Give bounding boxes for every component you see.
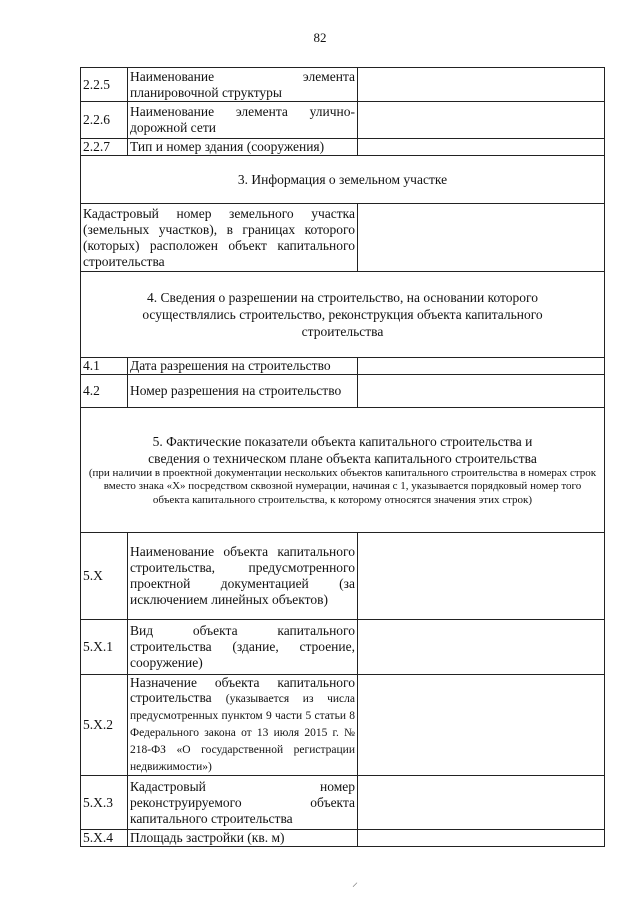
value-cell[interactable] xyxy=(358,776,605,830)
value-cell[interactable] xyxy=(358,68,605,102)
row-label: Тип и номер здания (сооружения) xyxy=(128,139,358,156)
table-row xyxy=(81,204,605,272)
value-cell[interactable] xyxy=(358,375,605,408)
section-5-note: (при наличии в проектной документации нескольких объектов капитального строительства в номерах строк вместо знака «Х» посредством сквозной нумерации, начиная с 1, указывается порядковый номер того объекта капитального строительства, к которому относятся значения этих строк) xyxy=(88,466,597,506)
cadastral-number-label: Кадастровый номер земельного участка (земельных участков), в границах которого (которых) расположен объект капитального строительства xyxy=(81,204,358,272)
row-label: Кадастровый номер реконструируемого объекта капитального строительства xyxy=(128,776,358,830)
value-cell[interactable] xyxy=(358,204,605,272)
value-cell[interactable] xyxy=(358,533,605,620)
row-number: 4.2 xyxy=(81,375,128,408)
table-row xyxy=(81,375,605,408)
table-row xyxy=(81,830,605,847)
row-label: Площадь застройки (кв. м) xyxy=(128,830,358,847)
value-cell[interactable] xyxy=(358,139,605,156)
section-5-header xyxy=(81,408,605,533)
row-label: Вид объекта капитального строительства (здание, строение, сооружение) xyxy=(128,620,358,675)
row-number: 5.X.2 xyxy=(81,675,128,776)
row-label: Наименование объекта капитального строительства, предусмотренного проектной документацией (за исключением линейных объектов) xyxy=(128,533,358,620)
section-5-title: 5. Фактические показатели объекта капитального строительства и сведения о техническом плане объекта капитального строительства xyxy=(148,433,537,466)
section-header-row xyxy=(81,272,605,358)
table-row xyxy=(81,139,605,156)
row-number: 2.2.7 xyxy=(81,139,128,156)
table-row xyxy=(81,675,605,776)
value-cell[interactable] xyxy=(358,675,605,776)
row-label: Дата разрешения на строительство xyxy=(128,358,358,375)
value-cell[interactable] xyxy=(358,620,605,675)
row-number: 5.X.4 xyxy=(81,830,128,847)
page-number: 82 xyxy=(313,30,327,45)
value-cell[interactable] xyxy=(358,358,605,375)
section-header-row xyxy=(81,156,605,204)
row-label xyxy=(128,675,358,776)
row-number: 2.2.5 xyxy=(81,68,128,102)
table-row xyxy=(81,358,605,375)
row-label-main: Назначение объекта капитального строительства xyxy=(130,675,355,705)
row-number: 5.X xyxy=(81,533,128,620)
value-cell[interactable] xyxy=(358,102,605,139)
row-label: Номер разрешения на строительство xyxy=(128,375,358,408)
section-header-row xyxy=(81,408,605,533)
row-number: 5.X.1 xyxy=(81,620,128,675)
table-row xyxy=(81,620,605,675)
table-row xyxy=(81,68,605,102)
scan-mark: ⸝ xyxy=(352,875,359,889)
row-number: 5.X.3 xyxy=(81,776,128,830)
form-table xyxy=(80,67,605,847)
row-label: Наименование элемента планировочной структуры xyxy=(128,68,358,102)
table-row xyxy=(81,533,605,620)
section-3-title: 3. Информация о земельном участке xyxy=(81,156,605,204)
value-cell[interactable] xyxy=(358,830,605,847)
row-number: 2.2.6 xyxy=(81,102,128,139)
row-number: 4.1 xyxy=(81,358,128,375)
row-label: Наименование элемента улично-дорожной сети xyxy=(128,102,358,139)
table-row xyxy=(81,776,605,830)
table-row xyxy=(81,102,605,139)
section-4-title: 4. Сведения о разрешении на строительство, на основании которого осуществлялись строительство, реконструкция объекта капитального строительства xyxy=(81,272,605,358)
row-label-note: (указывается из числа предусмотренных пунктом 9 части 5 статьи 8 Федерального закона от 13 июля 2015 г. № 218-ФЗ «О государственной регистрации недвижимости») xyxy=(130,693,355,773)
